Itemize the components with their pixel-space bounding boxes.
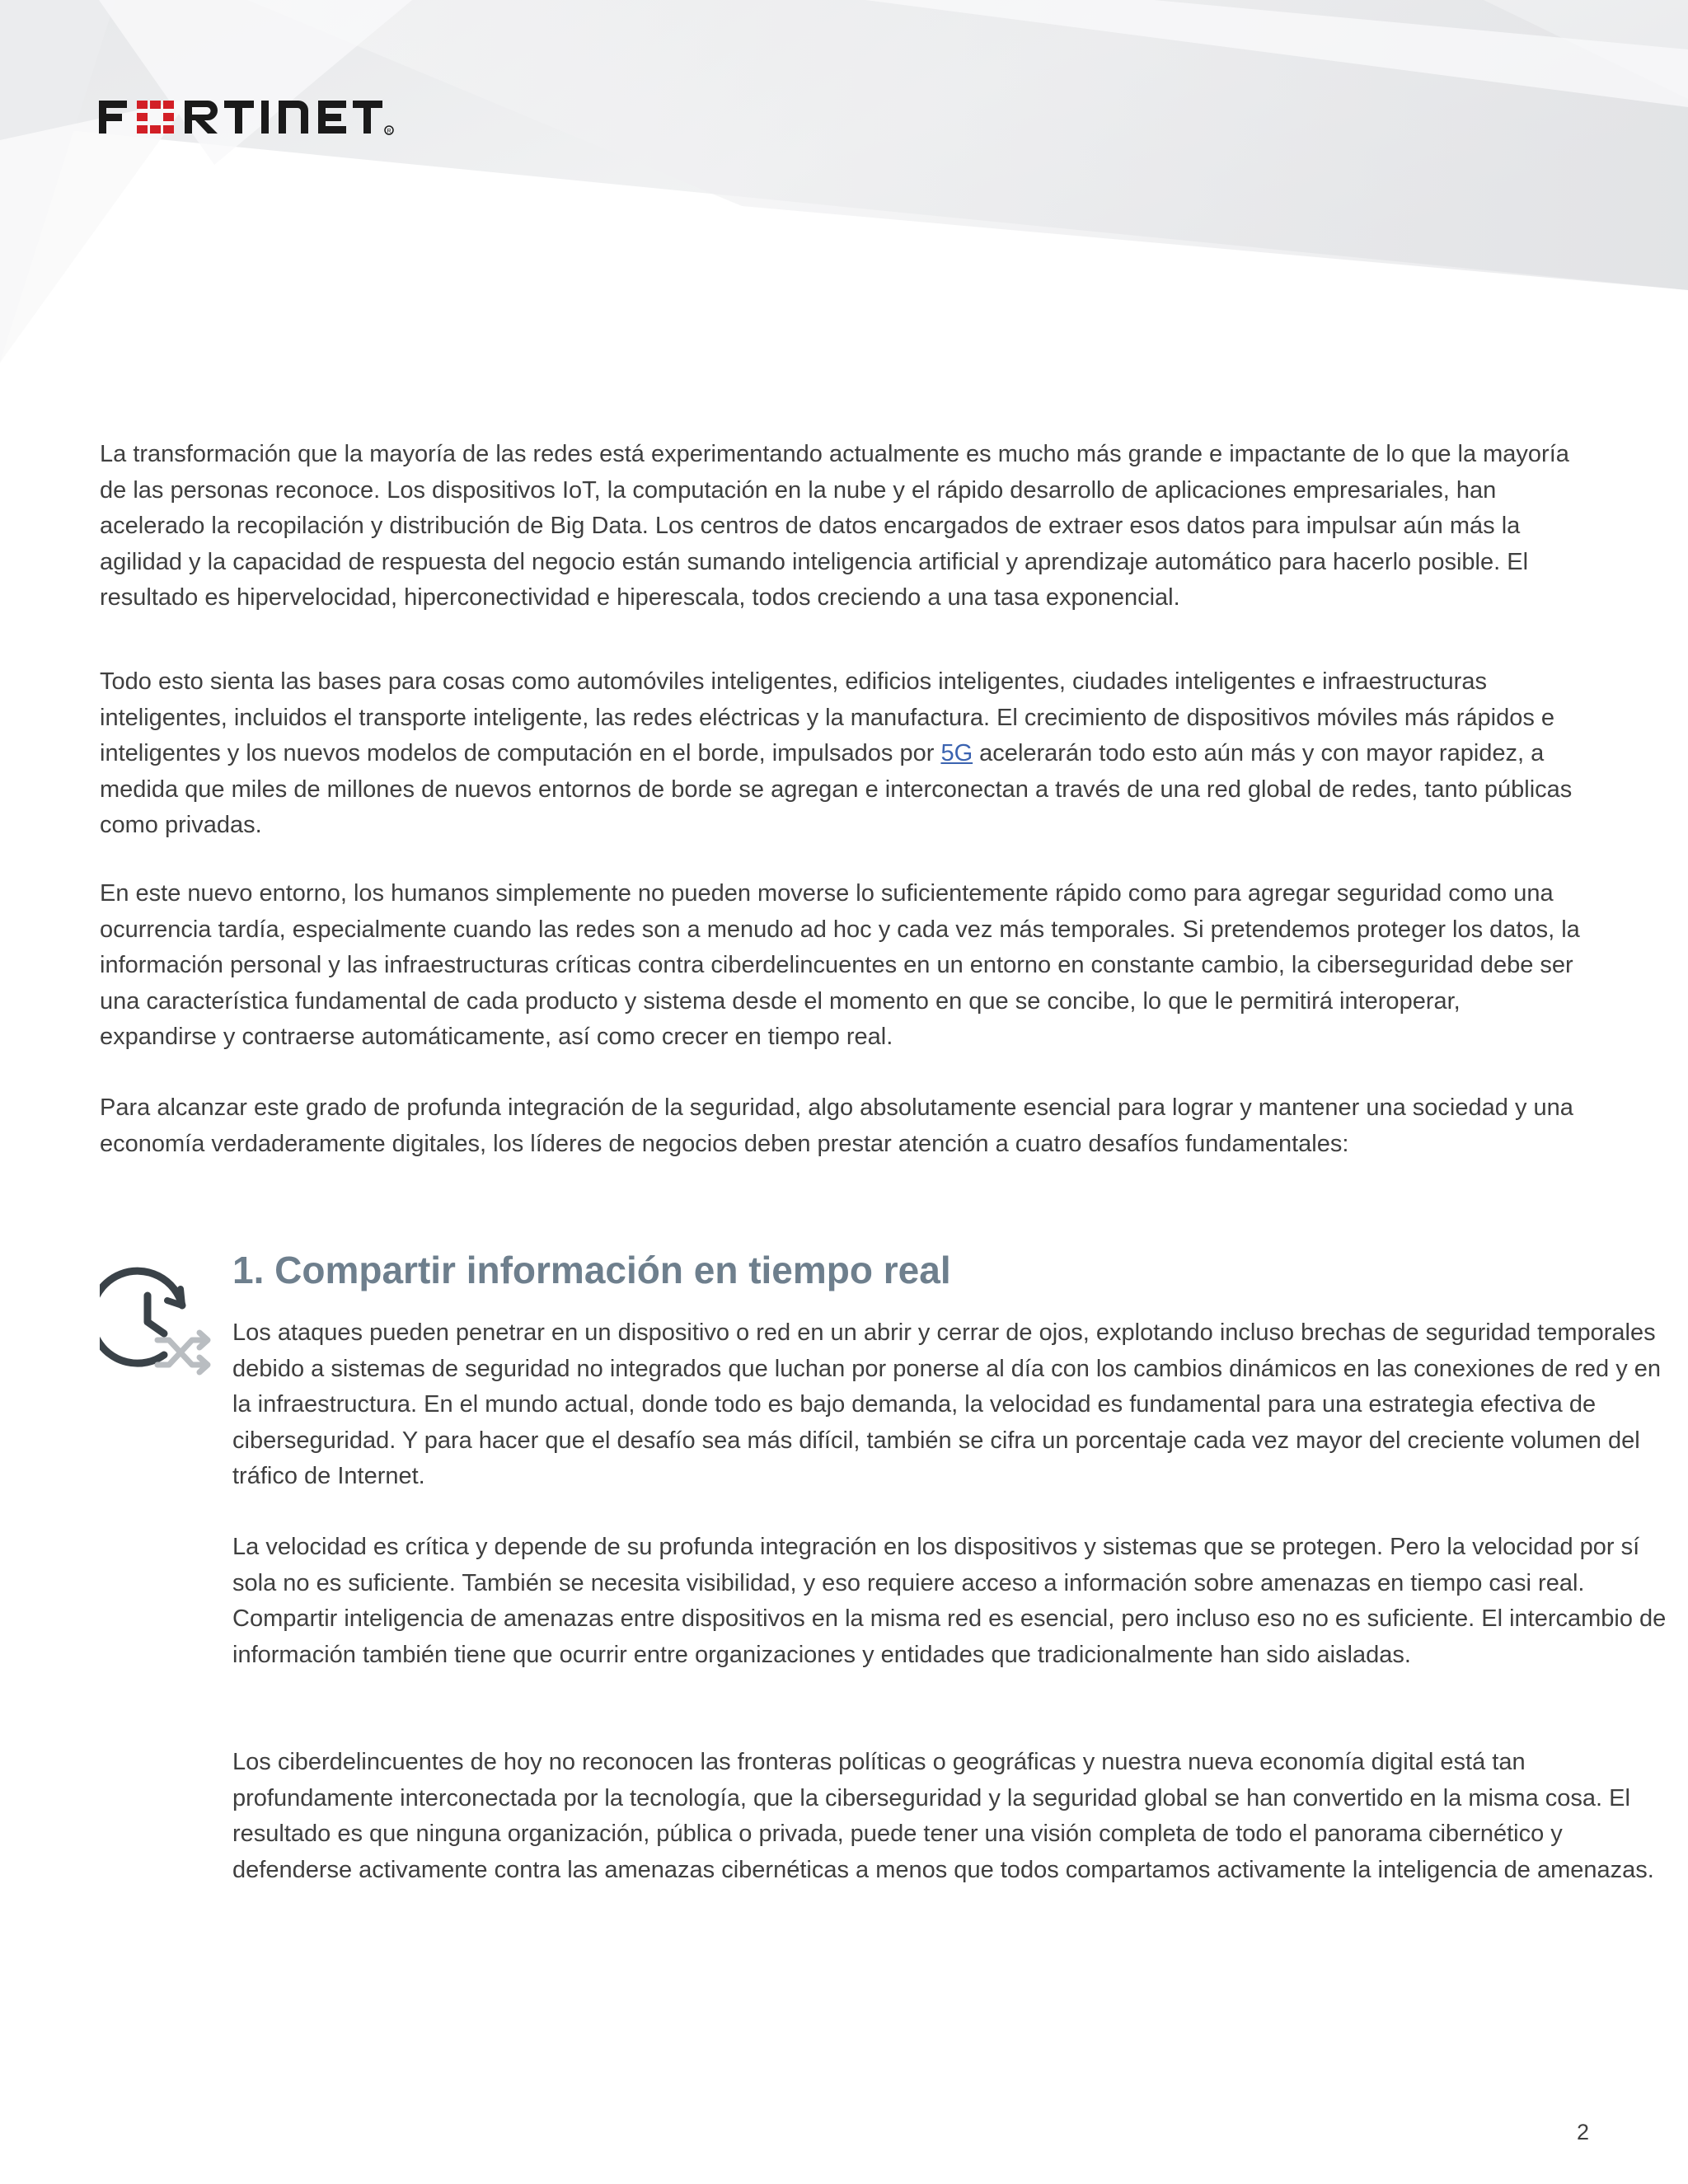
section-paragraph-3: Los ciberdelincuentes de hoy no reconocen las fronteras políticas o geográficas y nuestra nueva economía digital está tan profundamente interconectada por la tecnología, que la ciberseguridad y la seguridad global se han convertido en la misma cosa. El resultado es que ninguna organización, pública o privada, puede tener una visión completa de todo el panorama cibernético y defenderse activamente contra las amenazas cibernéticas a menos que todos compartamos activamente la inteligencia de amenazas.: [232, 1749, 1654, 1883]
intro-paragraph-2-text-b: acelerarán todo esto aún más y con mayor rapidez, a medida que miles de millones de nuevos entornos de borde se agregan e interconectan a través de una red global de redes, tanto públicas como privadas.: [100, 740, 1573, 839]
section-paragraph-2: La velocidad es crítica y depende de su profunda integración en los dispositivos y sistemas que se protegen. Pero la velocidad por sí sola no es suficiente. También se necesita visibilidad, y eso requiere acceso a información sobre amenazas en tiempo casi real. Compartir inteligencia de amenazas entre dispositivos en la misma red es esencial, pero incluso eso no es suficiente. El intercambio de información también tiene que ocurrir entre organizaciones y entidades que tradicionalmente han sido aisladas.: [232, 1534, 1667, 1668]
section-paragraph-1: Los ataques pueden penetrar en un dispositivo o red en un abrir y cerrar de ojos, explotando incluso brechas de seguridad temporales debido a sistemas de seguridad no integrados que luchan por ponerse al día con los cambios dinámicos en las conexiones de red y en la infraestructura. En el mundo actual, donde todo es bajo demanda, la velocidad es fundamental para una estrategia efectiva de ciberseguridad. Y para hacer que el desafío sea más difícil, también se cifra un porcentaje cada vez mayor del creciente volumen del tráfico de Internet.: [232, 1319, 1662, 1490]
svg-text:R: R: [387, 129, 392, 134]
intro-paragraph-4: Para alcanzar este grado de profunda integración de la seguridad, algo absolutamente esencial para lograr y mantener una sociedad y una economía verdaderamente digitales, los líderes de negocios deben prestar atención a cuatro desafíos fundamentales:: [100, 1094, 1573, 1157]
5g-link[interactable]: 5G: [940, 740, 973, 767]
header-background: [0, 0, 1688, 429]
page-number: 2: [1576, 2120, 1589, 2144]
intro-paragraph-3: En este nuevo entorno, los humanos simplemente no pueden moverse lo suficientemente rápido como para agregar seguridad como una ocurrencia tardía, especialmente cuando las redes son a menudo ad hoc y cada vez más temporales. Si pretendemos proteger los datos, la información personal y las infraestructuras críticas contra ciberdelincuentes en un entorno en constante cambio, la ciberseguridad debe ser una característica fundamental de cada producto y sistema desde el momento en que se concibe, lo que le permitirá interoperar, expandirse y contraerse automáticamente, así como crecer en tiempo real.: [100, 880, 1580, 1051]
intro-paragraph-2: [100, 664, 1583, 844]
intro-paragraph-1: La transformación que la mayoría de las redes está experimentando actualmente es mucho más grande e impactante de lo que la mayoría de las personas reconoce. Los dispositivos IoT, la computación en la nube y el rápido desarrollo de aplicaciones empresariales, han acelerado la recopilación y distribución de Big Data. Los centros de datos encargados de extraer esos datos para impulsar aún más la agilidad y la capacidad de respuesta del negocio están sumando inteligencia artificial y aprendizaje automático para hacerlo posible. El resultado es hipervelocidad, hiperconectividad e hiperescala, todos creciendo a una tasa exponencial.: [100, 441, 1569, 612]
section-title: 1. Compartir información en tiempo real: [232, 1249, 951, 1291]
clock-shuffle-icon: [100, 1259, 215, 1383]
fortinet-logo: [99, 97, 410, 138]
section-body: [232, 1244, 1683, 1883]
intro-paragraph-2-text-a: Todo esto sienta las bases para cosas como automóviles inteligentes, edificios inteligentes, ciudades inteligentes e infraestructuras inteligentes, incluidos el transporte inteligente, las redes eléctricas y la manufactura. El crecimiento de dispositivos móviles más rápidos e inteligentes y los nuevos modelos de computación en el borde, impulsados por: [100, 668, 1555, 767]
